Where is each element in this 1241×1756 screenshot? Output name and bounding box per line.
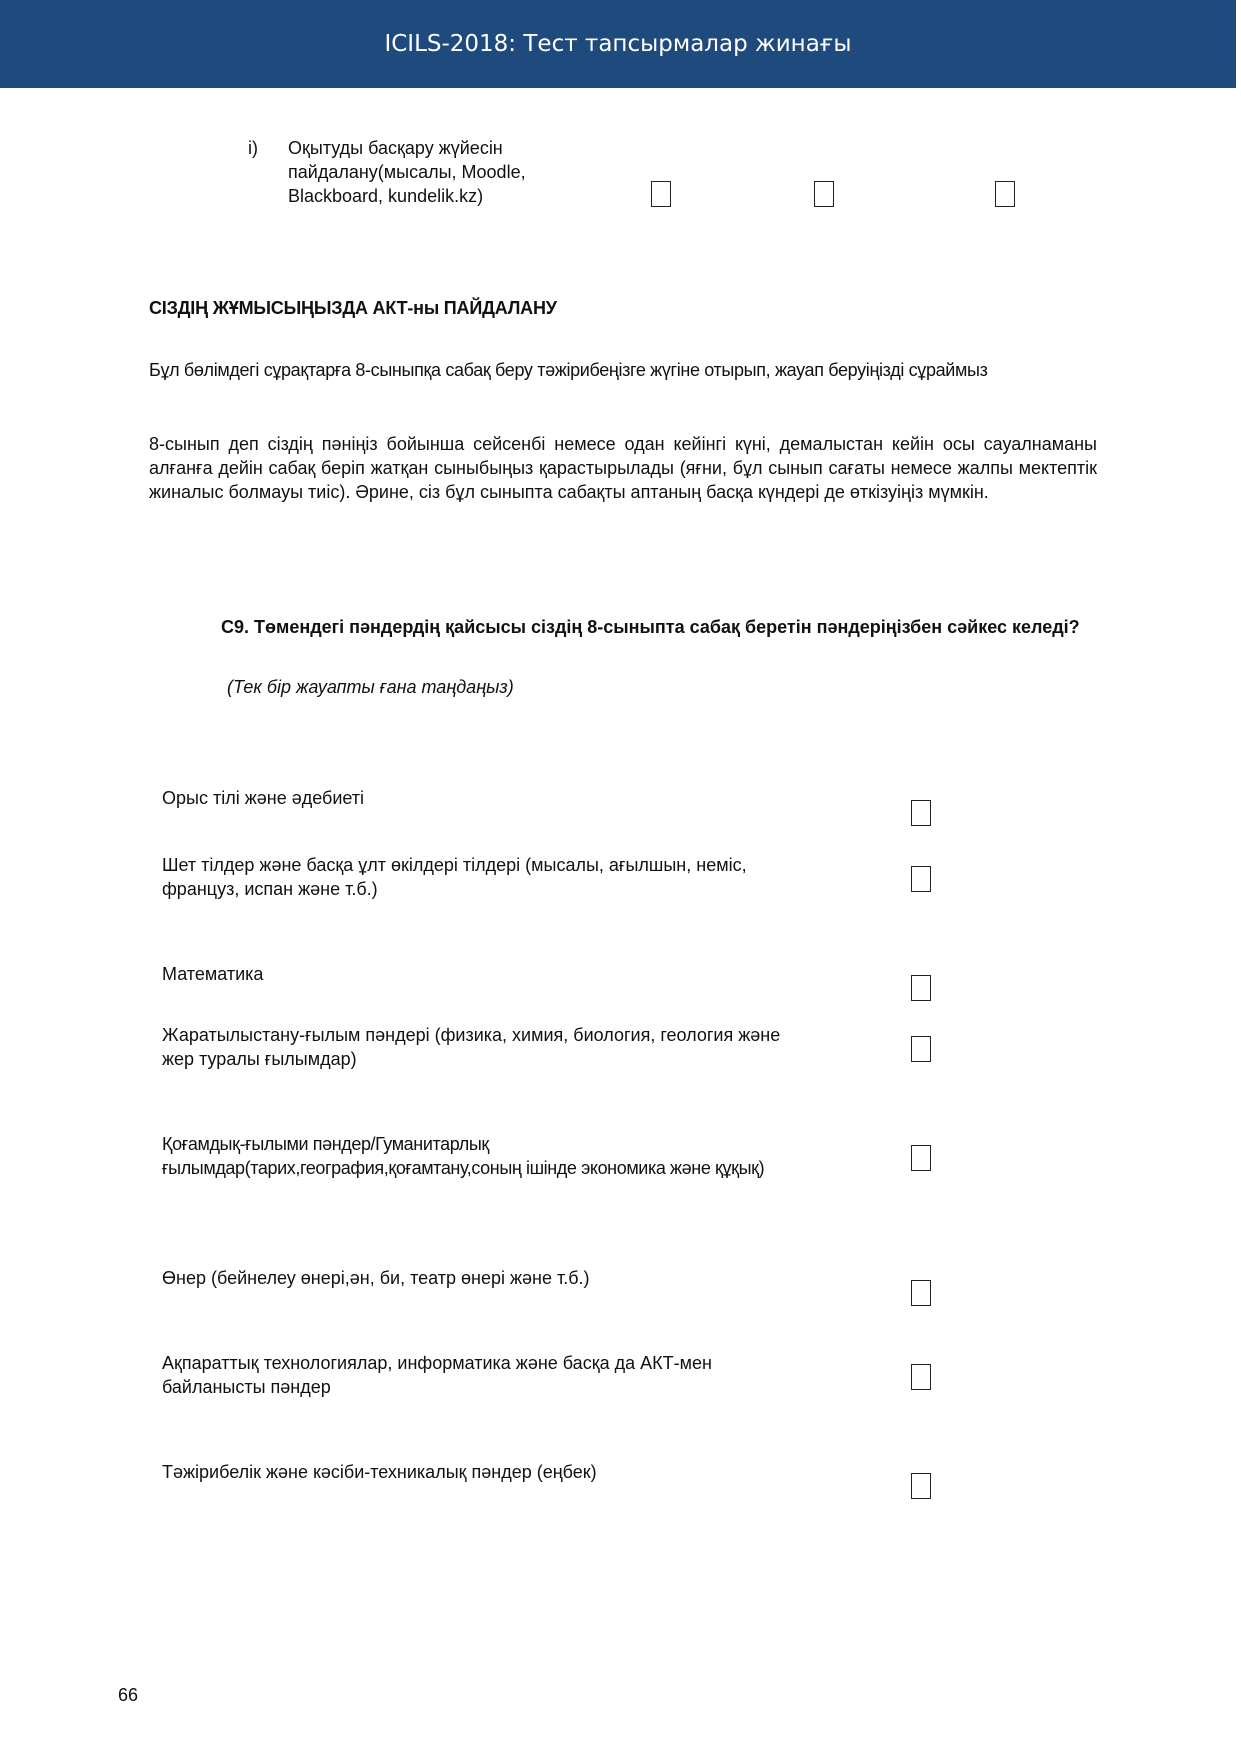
page-number: 66 — [118, 1685, 139, 1705]
option-checkbox[interactable] — [911, 975, 931, 1001]
option-label — [162, 962, 902, 986]
option-label — [162, 1132, 902, 1180]
header-banner — [0, 0, 1236, 88]
option-label-line: Өнер (бейнелеу өнері,ән, би, театр өнері және т.б.) — [162, 1268, 590, 1288]
item-label — [288, 136, 526, 208]
checkbox-item-i-col1[interactable] — [651, 181, 671, 207]
question-note: (Тек бір жауапты ғана таңдаңыз) — [227, 677, 514, 697]
section-intro: Бұл бөлімдегі сұрақтарға 8-сыныпқа сабақ беру тәжірибеңізге жүгіне отырып, жауап беруіңізді сұраймыз — [149, 360, 988, 380]
option-label-line: Жаратылыстану-ғылым пәндері (физика, химия, биология, геология және — [162, 1025, 781, 1045]
option-label — [162, 853, 902, 901]
option-checkbox[interactable] — [911, 1364, 931, 1390]
option-checkbox[interactable] — [911, 800, 931, 826]
checkbox-item-i-col3[interactable] — [995, 181, 1015, 207]
option-label-line: Ақпараттық технологиялар, информатика және басқа да АКТ-мен — [162, 1353, 712, 1373]
option-checkbox[interactable] — [911, 1036, 931, 1062]
option-checkbox[interactable] — [911, 1145, 931, 1171]
checkbox-item-i-col2[interactable] — [814, 181, 834, 207]
item-label-line: Blackboard, kundelik.kz) — [288, 186, 484, 206]
option-label-line: Шет тілдер және басқа ұлт өкілдері тілдері (мысалы, ағылшын, неміс, — [162, 855, 747, 875]
section-paragraph: 8-сынып деп сіздің пәніңіз бойынша сейсенбі немесе одан кейінгі күні, демалыстан кейін осы сауалнаманы алғанға дейін сабақ беріп жатқан сыныбыңыз қарастырылады (яғни, бұл сынып сағаты немесе жалпы мектептік жиналыс болмауы тиіс). Әрине, сіз бұл сыныпта сабақты аптаның басқа күндері де өткізуіңіз мүмкін. — [149, 434, 1097, 502]
item-marker: i) — [248, 138, 258, 158]
option-label-line: Тәжірибелік және кәсіби-техникалық пәндер (еңбек) — [162, 1462, 597, 1482]
option-label — [162, 1351, 902, 1399]
option-label — [162, 1266, 902, 1290]
option-label — [162, 1023, 902, 1071]
item-label-line: Оқытуды басқару жүйесін — [288, 138, 503, 158]
header-title: ICILS-2018: Тест тапсырмалар жинағы — [384, 31, 852, 57]
option-checkbox[interactable] — [911, 1280, 931, 1306]
option-checkbox[interactable] — [911, 866, 931, 892]
option-label-line: ғылымдар(тарих,география,қоғамтану,соның ішінде экономика және құқық) — [162, 1158, 765, 1178]
option-label — [162, 786, 902, 810]
option-label-line: жер туралы ғылымдар) — [162, 1049, 357, 1069]
option-label-line: Орыс тілі және әдебиеті — [162, 788, 365, 808]
option-label-line: француз, испан және т.б.) — [162, 879, 378, 899]
option-label-line: байланысты пәндер — [162, 1377, 331, 1397]
option-label-line: Қоғамдық-ғылыми пәндер/Гуманитарлық — [162, 1134, 489, 1154]
option-label — [162, 1460, 902, 1484]
question-title: С9. Төмендегі пәндердің қайсысы сіздің 8-сыныпта сабақ беретін пәндеріңізбен сәйкес келеді? — [221, 617, 1080, 637]
section-title: СІЗДІҢ ЖҰМЫСЫҢЫЗДА АКТ-ны ПАЙДАЛАНУ — [149, 298, 557, 318]
item-label-line: пайдалану(мысалы, Moodle, — [288, 162, 526, 182]
option-label-line: Математика — [162, 964, 264, 984]
option-checkbox[interactable] — [911, 1473, 931, 1499]
